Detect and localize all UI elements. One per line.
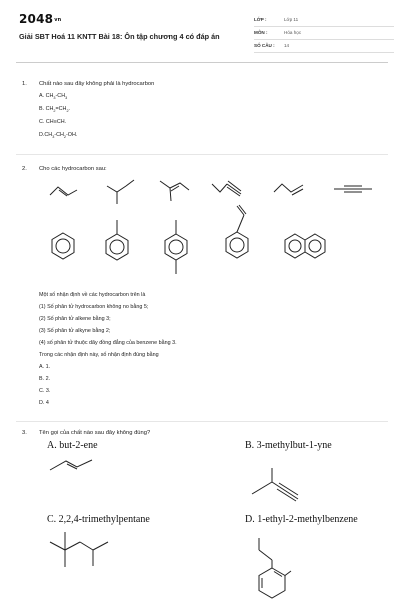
- q2-question-prompt: Trong các nhận định này, số nhận định đúng bằng: [39, 352, 159, 358]
- q2-statement-4: (4) số phân tử thuộc dãy đồng đẳng của benzene bằng 3.: [39, 340, 177, 346]
- structure-toluene: [103, 218, 131, 262]
- q2-statement-3: (3) Số phân tử alkyne bằng 2;: [39, 328, 111, 334]
- q2-statement-1: (1) Số phân tử hydrocarbon không no bằng 5;: [39, 304, 149, 310]
- structure-p-xylene: [162, 218, 190, 276]
- structure-option-b: [250, 466, 302, 502]
- structure-naphthalene: [283, 233, 327, 259]
- structure-benzene: [50, 232, 76, 260]
- meta-row-subject: MÔN : Hóa học: [254, 27, 394, 40]
- q3-number: 3.: [22, 430, 27, 436]
- section-divider: [16, 154, 388, 155]
- header-divider: [16, 62, 388, 63]
- q2-option-c[interactable]: C. 3.: [39, 388, 51, 394]
- meta-row-count: SỐ CÂU : 14: [254, 40, 394, 53]
- structure-but-1-yne: [210, 180, 242, 200]
- structure-option-d: [252, 536, 292, 600]
- q3-option-b[interactable]: B. 3-methylbut-1-yne: [245, 440, 332, 451]
- q3-option-c[interactable]: C. 2,2,4-trimethylpentane: [47, 514, 150, 525]
- document-title: Giải SBT Hoá 11 KNTT Bài 18: Ôn tập chương 4 có đáp án: [19, 32, 220, 41]
- structure-styrene: [222, 204, 252, 264]
- section-divider: [16, 421, 388, 422]
- structure-2-methylbutane: [105, 178, 135, 206]
- q1-option-b[interactable]: B. $CH_2=CH_2$.: [39, 106, 71, 114]
- structure-option-c: [48, 530, 112, 572]
- meta-row-class: LỚP : Lớp 11: [254, 14, 394, 27]
- q3-text: Tên gọi của chất nào sau đây không đúng?: [39, 430, 151, 436]
- structure-but-2-yne: [333, 183, 373, 195]
- q2-option-d[interactable]: D. 4: [39, 400, 49, 406]
- q3-option-a[interactable]: A. but-2-ene: [47, 440, 98, 451]
- q1-number: 1.: [22, 81, 27, 87]
- q2-option-b[interactable]: B. 2.: [39, 376, 51, 382]
- q1-option-d[interactable]: $D.CH_3-CH_2-OH$.: [39, 132, 78, 140]
- q2-number: 2.: [22, 166, 27, 172]
- q3-option-d[interactable]: D. 1-ethyl-2-methylbenzene: [245, 514, 358, 525]
- structure-2-methylbut-2-ene: [158, 178, 190, 204]
- q2-option-a[interactable]: A. 1.: [39, 364, 51, 370]
- structure-but-2-ene: [48, 182, 80, 200]
- q1-option-c[interactable]: C. CH≡CH.: [39, 119, 67, 125]
- meta-box: [254, 14, 394, 53]
- structure-option-a: [48, 458, 94, 472]
- q1-option-a[interactable]: A. $CH_3-CH_3$: [39, 93, 68, 101]
- structure-but-1-ene: [272, 180, 306, 198]
- q2-intro: Một số nhận định về các hydrocarbon trên là: [39, 292, 146, 298]
- q2-text: Cho các hydrocarbon sau:: [39, 166, 107, 172]
- q2-statement-2: (2) Số phân tử alkene bằng 3;: [39, 316, 111, 322]
- site-logo[interactable]: $2048_{vn}$: [19, 12, 62, 26]
- q1-text: Chất nào sau đây không phải là hydrocarbon: [39, 81, 155, 87]
